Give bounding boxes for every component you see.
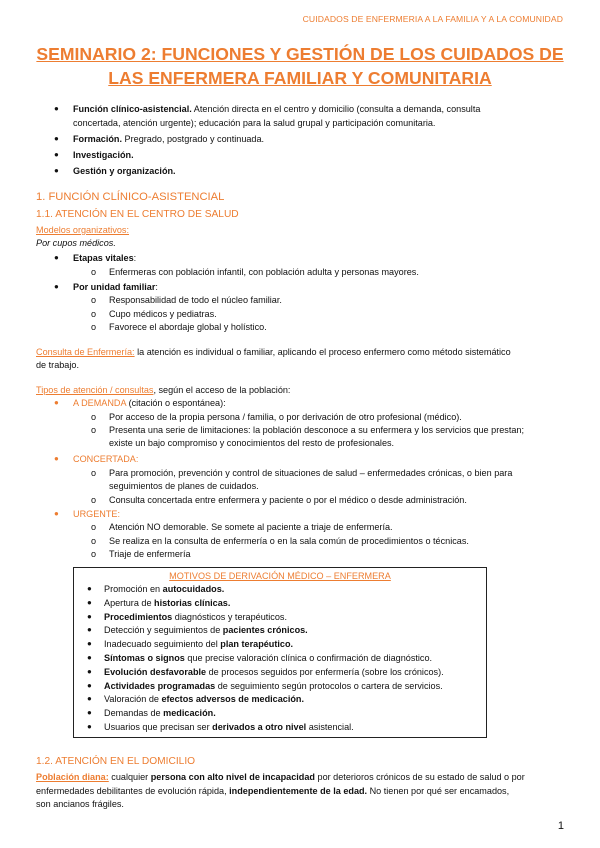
concertada-label: CONCERTADA: xyxy=(73,454,139,464)
urgente-item: Atención NO demorable. Se somete al paciente a triaje de enfermería. xyxy=(109,522,393,532)
intro-bullet-1: Función clínico-asistencial. Atención directa en el centro y domicilio (consulta a demanda, consulta xyxy=(73,104,481,114)
bullet-icon: ● xyxy=(54,166,59,175)
circle-bullet-icon: o xyxy=(91,495,97,505)
section-heading-1: 1. FUNCIÓN CLÍNICO-ASISTENCIAL xyxy=(36,191,225,203)
poblacion-line-3: son ancianos frágiles. xyxy=(36,799,124,809)
tipos-paragraph: Tipos de atención / consultas, según el acceso de la población: xyxy=(36,385,291,395)
motivo-item: Valoración de efectos adversos de medicación. xyxy=(104,694,304,705)
title-line-1: SEMINARIO 2: FUNCIONES Y GESTIÓN DE LOS CUIDADOS DE xyxy=(36,44,564,64)
modelos-subtitle: Por cupos médicos. xyxy=(36,238,116,248)
running-header: CUIDADOS DE ENFERMERIA A LA FAMILIA Y A LA COMUNIDAD xyxy=(302,14,563,24)
demanda-item: Por acceso de la propia persona / familia, o por derivación de otro profesional (médico). xyxy=(109,412,462,422)
concertada-item-cont: seguimientos de planes de cuidados. xyxy=(109,481,259,491)
modelos-label: Modelos organizativos: xyxy=(36,225,130,235)
circle-bullet-icon: o xyxy=(91,412,97,422)
poblacion-line-1: Población diana: cualquier persona con alto nivel de incapacidad por deterioros crónicos de su estado de salud o por xyxy=(36,772,525,782)
bullet-icon: ● xyxy=(54,454,59,463)
intro-bullet-1-cont: concertada, atención urgente); educación para la salud grupal y participación comunitaria. xyxy=(73,118,436,128)
motivo-item: Evolución desfavorable de procesos seguidos por enfermería (sobre los crónicos). xyxy=(104,666,444,677)
unidad-item: Cupo médicos y pediatras. xyxy=(109,309,217,319)
circle-bullet-icon: o xyxy=(91,267,97,277)
bullet-icon: ● xyxy=(54,398,59,407)
circle-bullet-icon: o xyxy=(91,322,97,332)
unidad-label: Por unidad familiar: xyxy=(73,282,158,292)
circle-bullet-icon: o xyxy=(91,309,97,319)
page-number: 1 xyxy=(557,820,564,832)
demanda-item: Presenta una serie de limitaciones: la población desconoce a su enfermera y los servicios que prestan; xyxy=(109,425,525,435)
bullet-icon: ● xyxy=(87,722,92,731)
motivo-item: Apertura de historias clínicas. xyxy=(104,597,231,608)
consulta-paragraph-cont: de trabajo. xyxy=(36,360,79,370)
motivo-item: Síntomas o signos que precise valoración clínica o confirmación de diagnóstico. xyxy=(104,653,433,663)
circle-bullet-icon: o xyxy=(91,468,97,478)
bullet-icon: ● xyxy=(87,639,92,649)
bullet-icon: ● xyxy=(54,253,59,262)
bullet-icon: ● xyxy=(87,694,92,704)
section-heading-1-2: 1.2. ATENCIÓN EN EL DOMICILIO xyxy=(36,756,196,767)
urgente-item: Triaje de enfermería xyxy=(109,549,191,559)
bullet-icon: ● xyxy=(87,611,92,621)
bullet-icon: ● xyxy=(54,509,59,518)
bullet-icon: ● xyxy=(87,708,92,718)
demanda-label: A DEMANDA (citación o espontánea): xyxy=(73,398,226,408)
motivo-item: Demandas de medicación. xyxy=(104,708,216,719)
consulta-paragraph: Consulta de Enfermería: la atención es individual o familiar, aplicando el proceso enfermero como método sistemático xyxy=(36,347,511,357)
motivo-item: Procedimientos diagnósticos y terapéuticos. xyxy=(104,611,287,622)
motivo-item: Actividades programadas de seguimiento según protocolos o cartera de servicios. xyxy=(104,680,443,691)
circle-bullet-icon: o xyxy=(91,549,97,559)
motivos-title: MOTIVOS DE DERIVACIÓN MÉDICO – ENFERMERA xyxy=(169,571,391,581)
circle-bullet-icon: o xyxy=(91,522,97,532)
bullet-icon: ● xyxy=(87,680,92,690)
urgente-item: Se realiza en la consulta de enfermería o en la sala común de procedimientos o técnicas. xyxy=(109,536,469,546)
bullet-icon: ● xyxy=(87,666,92,676)
bullet-icon: ● xyxy=(87,625,92,635)
bullet-icon: ● xyxy=(87,653,92,662)
bullet-icon: ● xyxy=(87,597,92,607)
circle-bullet-icon: o xyxy=(91,536,97,546)
bullet-icon: ● xyxy=(87,584,92,593)
circle-bullet-icon: o xyxy=(91,425,97,435)
unidad-item: Favorece el abordaje global y holístico. xyxy=(109,322,267,332)
motivo-item: Usuarios que precisan ser derivados a otro nivel asistencial. xyxy=(104,722,354,732)
motivo-item: Detección y seguimientos de pacientes crónicos. xyxy=(104,625,308,636)
unidad-item: Responsabilidad de todo el núcleo familiar. xyxy=(109,295,282,305)
title-line-2: LAS ENFERMERA FAMILIAR Y COMUNITARIA xyxy=(108,68,492,88)
poblacion-line-2: enfermedades debilitantes de evolución rápida, independientemente de la edad. No tienen por qué ser encamados, xyxy=(36,786,510,796)
intro-bullet-4: Gestión y organización. xyxy=(73,166,176,176)
motivo-item: Inadecuado seguimiento del plan terapéutico. xyxy=(104,639,294,650)
demanda-item-cont: existe un bajo compromiso y conocimientos del resto de profesionales. xyxy=(109,438,395,448)
urgente-label: URGENTE: xyxy=(73,509,120,519)
intro-bullet-2: Formación. Pregrado, postgrado y continuada. xyxy=(73,134,265,144)
motivo-item: Promoción en autocuidados. xyxy=(104,584,225,594)
section-heading-1-1: 1.1. ATENCIÓN EN EL CENTRO DE SALUD xyxy=(36,209,239,220)
intro-bullet-3: Investigación. xyxy=(73,150,134,160)
concertada-item: Consulta concertada entre enfermera y paciente o por el médico o desde administración. xyxy=(109,495,467,505)
circle-bullet-icon: o xyxy=(91,295,97,305)
page-title xyxy=(30,42,570,90)
bullet-icon: ● xyxy=(54,150,59,159)
bullet-icon: ● xyxy=(54,134,59,143)
etapas-item: Enfermeras con población infantil, con población adulta y personas mayores. xyxy=(109,267,419,277)
etapas-label: Etapas vitales: xyxy=(73,253,137,263)
concertada-item: Para promoción, prevención y control de situaciones de salud – enfermedades crónicas, o bien para xyxy=(109,468,513,478)
bullet-icon: ● xyxy=(54,104,59,113)
bullet-icon: ● xyxy=(54,282,59,291)
